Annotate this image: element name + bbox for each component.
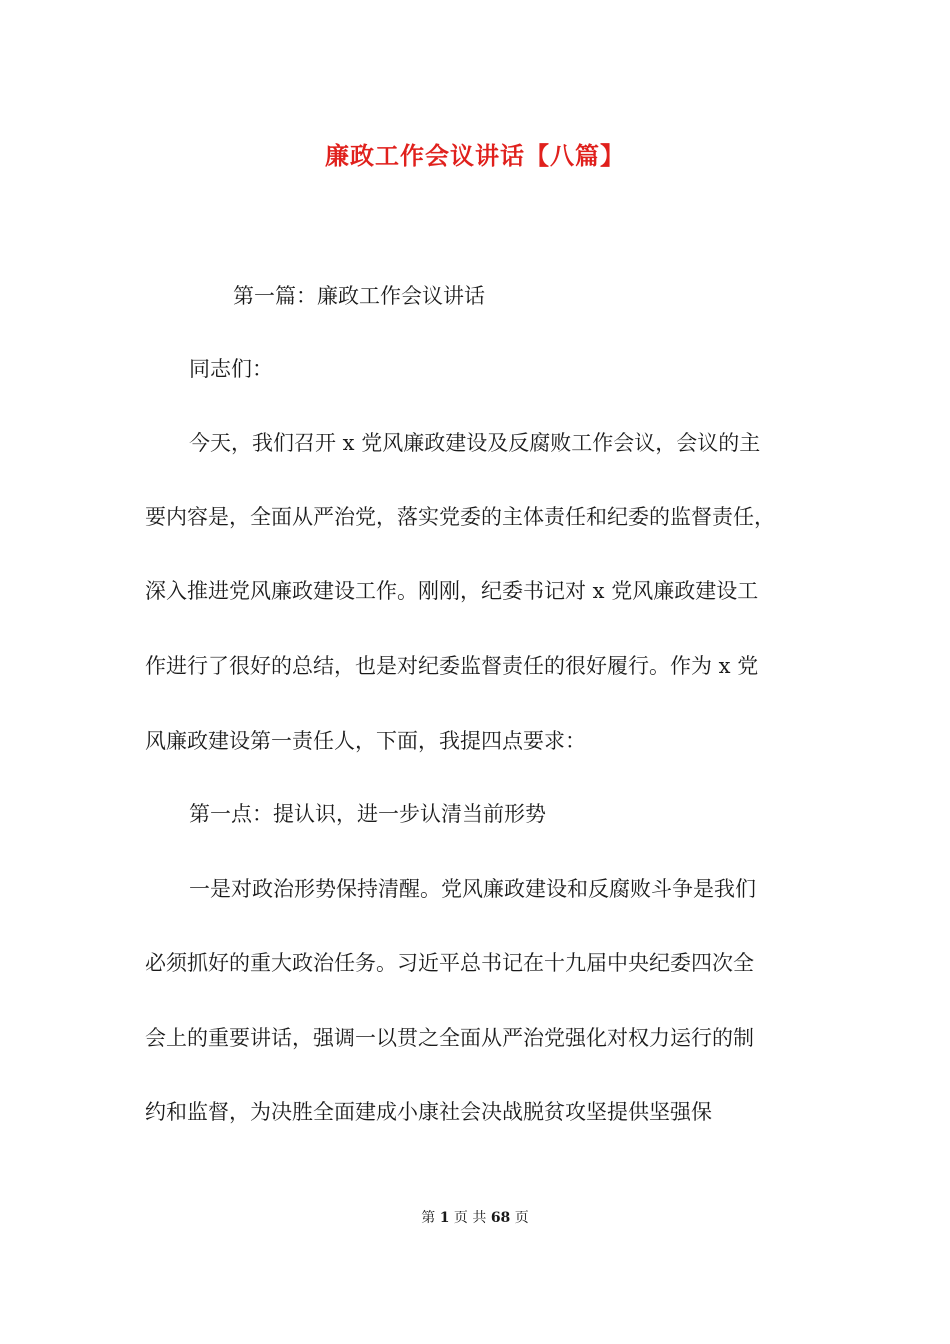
document-title: 廉政工作会议讲话【八篇】 <box>325 141 625 170</box>
section-heading: 第一篇：廉政工作会议讲话 <box>233 284 485 308</box>
paragraph-line: 作进行了很好的总结，也是对纪委监督责任的很好履行。作为 x 党 <box>145 654 759 678</box>
page-footer <box>0 1207 950 1227</box>
paragraph-line: 风廉政建设第一责任人，下面，我提四点要求： <box>145 729 586 753</box>
current-page-number: 1 <box>439 1210 450 1226</box>
paragraph-line: 约和监督，为决胜全面建成小康社会决战脱贫攻坚提供坚强保 <box>145 1100 712 1124</box>
paragraph-line: 必须抓好的重大政治任务。习近平总书记在十九届中央纪委四次全 <box>145 951 754 975</box>
paragraph-line: 深入推进党风廉政建设工作。刚刚，纪委书记对 x 党风廉政建设工 <box>145 579 759 603</box>
paragraph-line: 会上的重要讲话，强调一以贯之全面从严治党强化对权力运行的制 <box>145 1026 754 1050</box>
total-pages-number: 68 <box>490 1210 511 1226</box>
salutation: 同志们： <box>189 357 273 381</box>
point-heading: 第一点：提认识，进一步认清当前形势 <box>189 802 546 826</box>
paragraph-line: 一是对政治形势保持清醒。党风廉政建设和反腐败斗争是我们 <box>189 877 756 901</box>
paragraph-line: 今天，我们召开 x 党风廉政建设及反腐败工作会议，会议的主 <box>189 431 761 455</box>
footer-suffix: 页 <box>514 1210 529 1226</box>
footer-middle: 页 共 <box>453 1210 487 1226</box>
footer-prefix: 第 <box>421 1210 436 1226</box>
paragraph-line: 要内容是，全面从严治党，落实党委的主体责任和纪委的监督责任， <box>145 505 775 529</box>
